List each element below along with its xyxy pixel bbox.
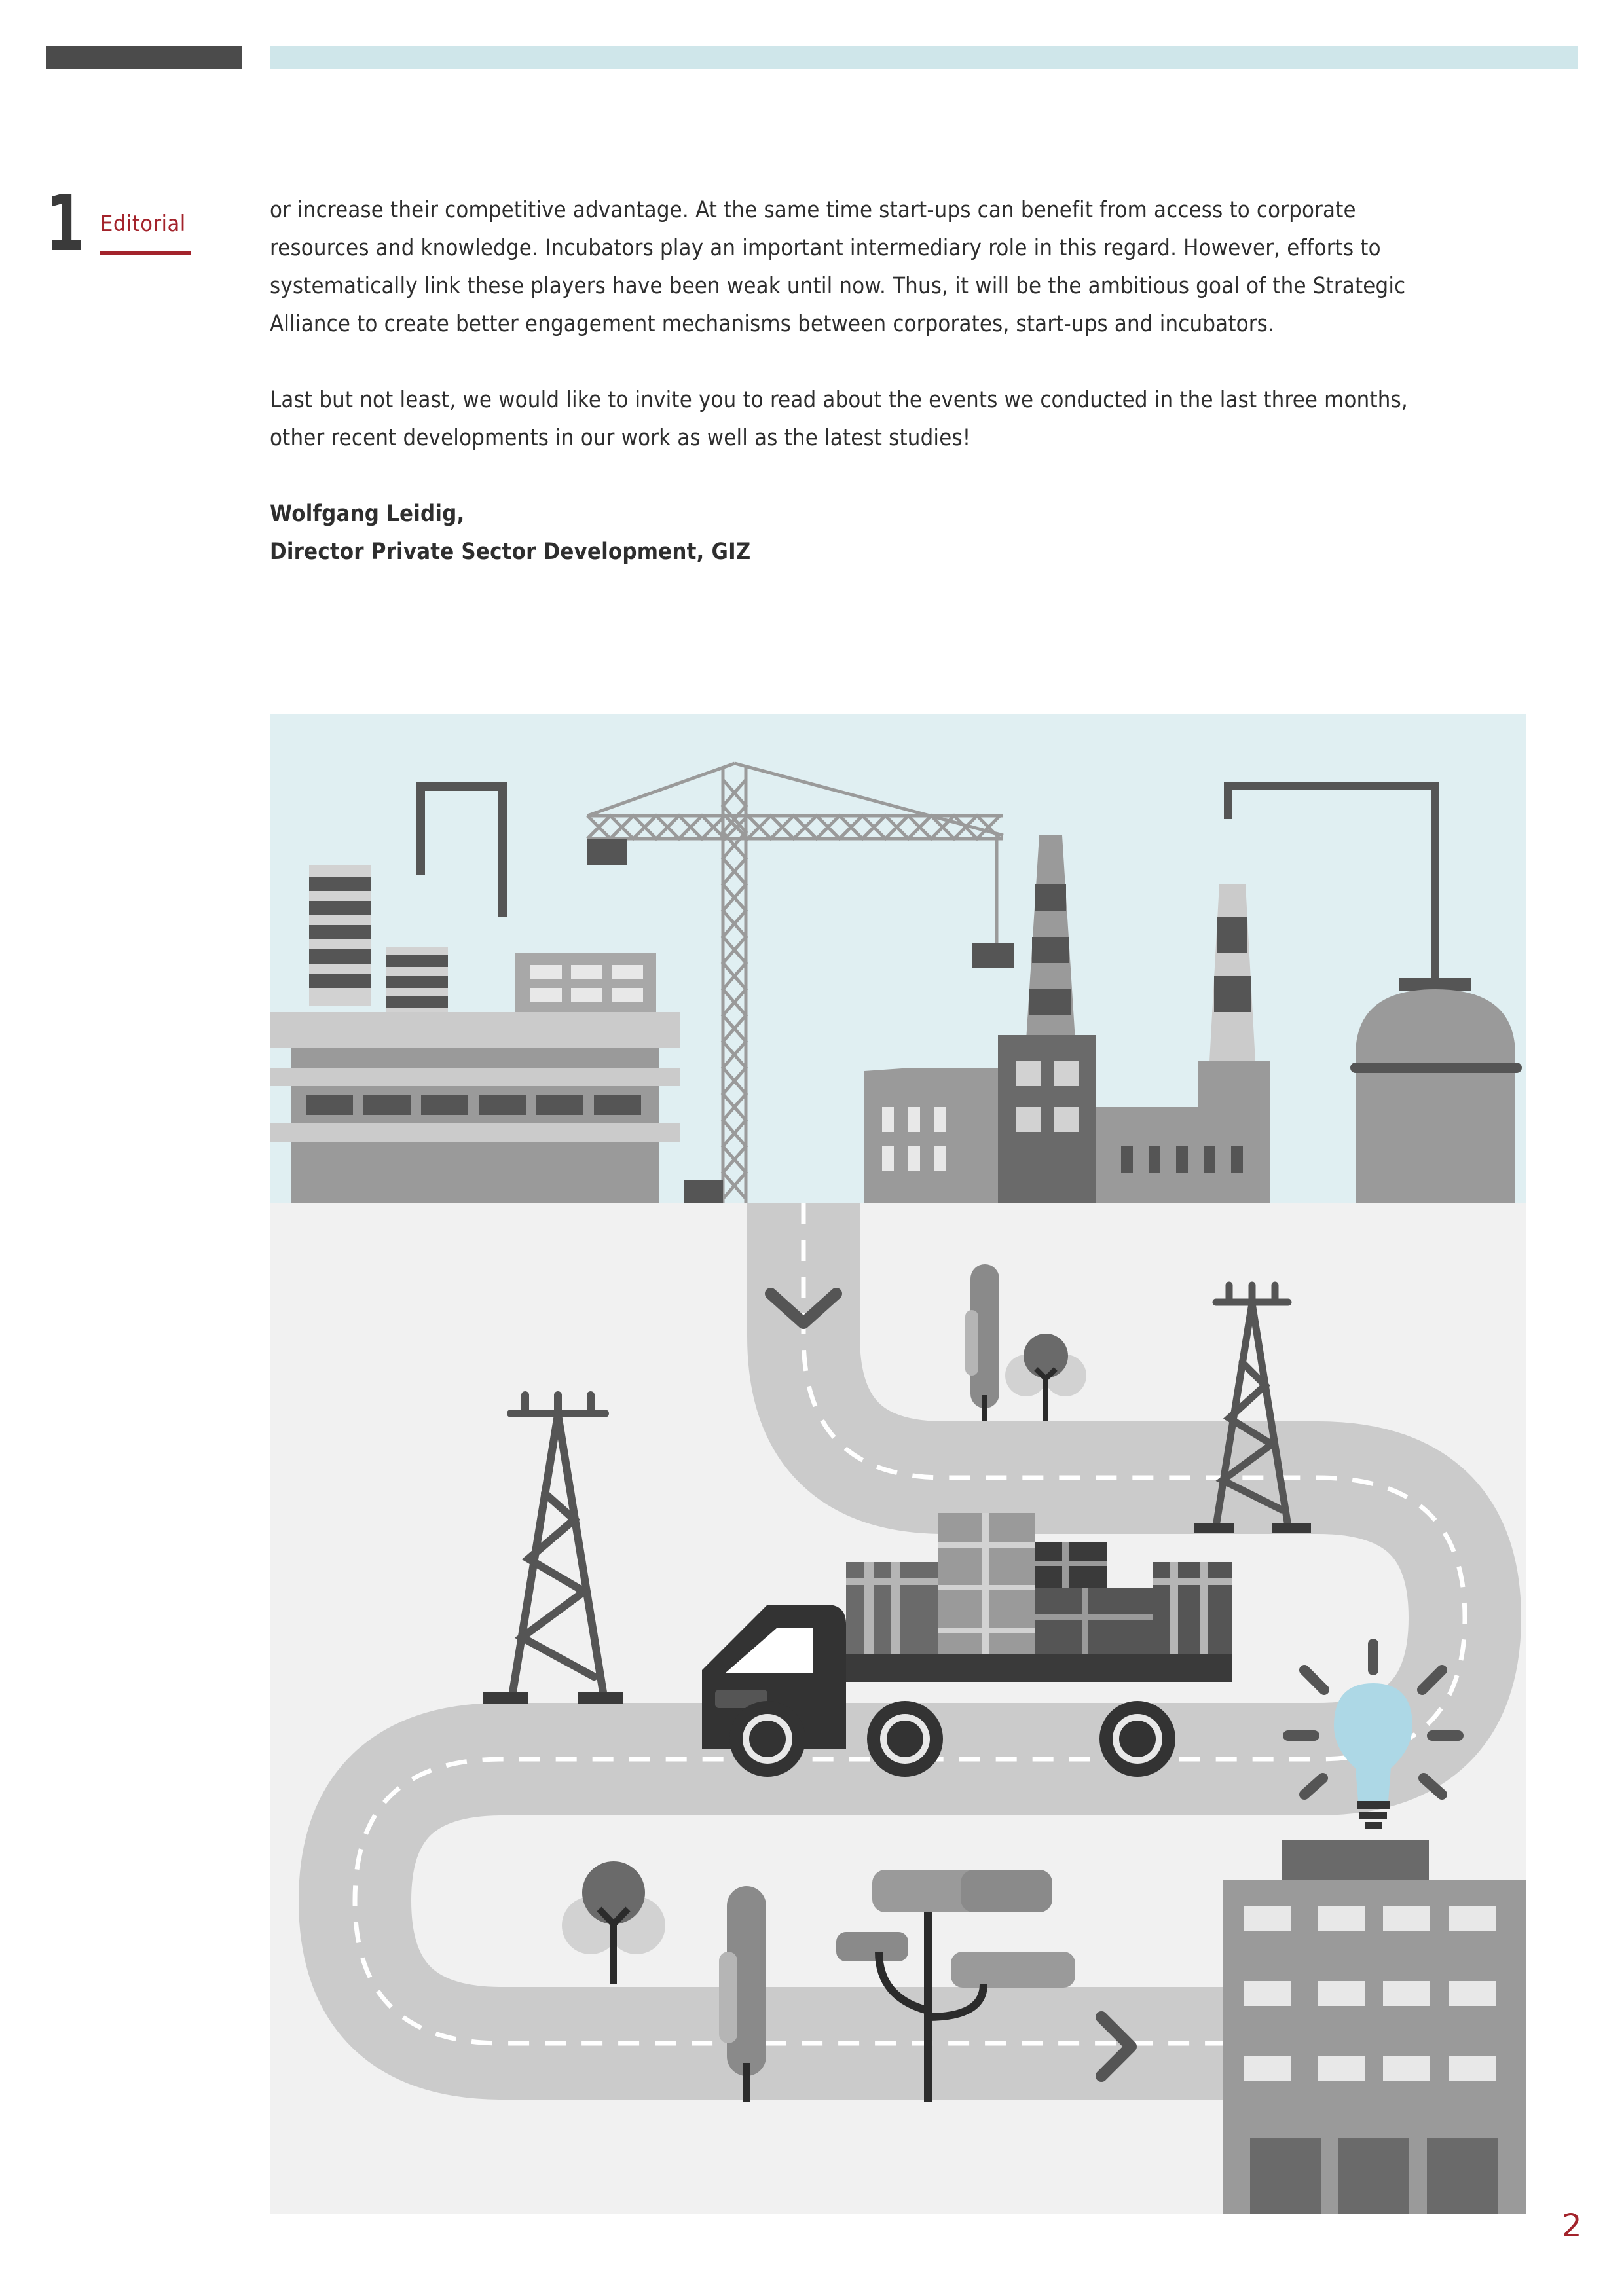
- editorial-body: [270, 191, 1514, 571]
- crane-load: [972, 943, 1014, 968]
- truck-wheel: [867, 1701, 943, 1777]
- header-bar-light: [270, 46, 1578, 69]
- section-number: 1: [46, 178, 85, 268]
- industry-illustration: [270, 714, 1526, 2214]
- pylon-base: [578, 1692, 623, 1704]
- pylon-base: [1194, 1523, 1234, 1533]
- section-label: Editorial: [100, 211, 186, 237]
- body-line: systematically link these players have been weak until now. Thus, it will be the ambitious goal of the Strategic: [270, 273, 1406, 299]
- pylon-base: [483, 1692, 528, 1704]
- pylon-base: [1272, 1523, 1311, 1533]
- truck-wheel: [1099, 1701, 1175, 1777]
- signature-name: Wolfgang Leidig,: [270, 501, 465, 527]
- office-building-icon: [1223, 1840, 1526, 2214]
- signature-title: Director Private Sector Development, GIZ: [270, 539, 751, 565]
- crane-counterweight: [587, 839, 627, 865]
- header-bar-dark: [46, 46, 242, 69]
- body-line: resources and knowledge. Incubators play an important intermediary role in this regard. However, efforts to: [270, 235, 1381, 261]
- truck-wheel: [729, 1701, 805, 1777]
- page-number: 2: [1562, 2208, 1582, 2244]
- body-line: or increase their competitive advantage. At the same time start-ups can benefit from access to corporate: [270, 197, 1356, 223]
- body-line: Alliance to create better engagement mechanisms between corporates, start-ups and incubators.: [270, 311, 1275, 337]
- body-line: Last but not least, we would like to invite you to read about the events we conducted in the last three months,: [270, 387, 1408, 413]
- crane-base: [684, 1180, 723, 1203]
- section-underline: [100, 251, 191, 255]
- body-line: other recent developments in our work as well as the latest studies!: [270, 425, 971, 451]
